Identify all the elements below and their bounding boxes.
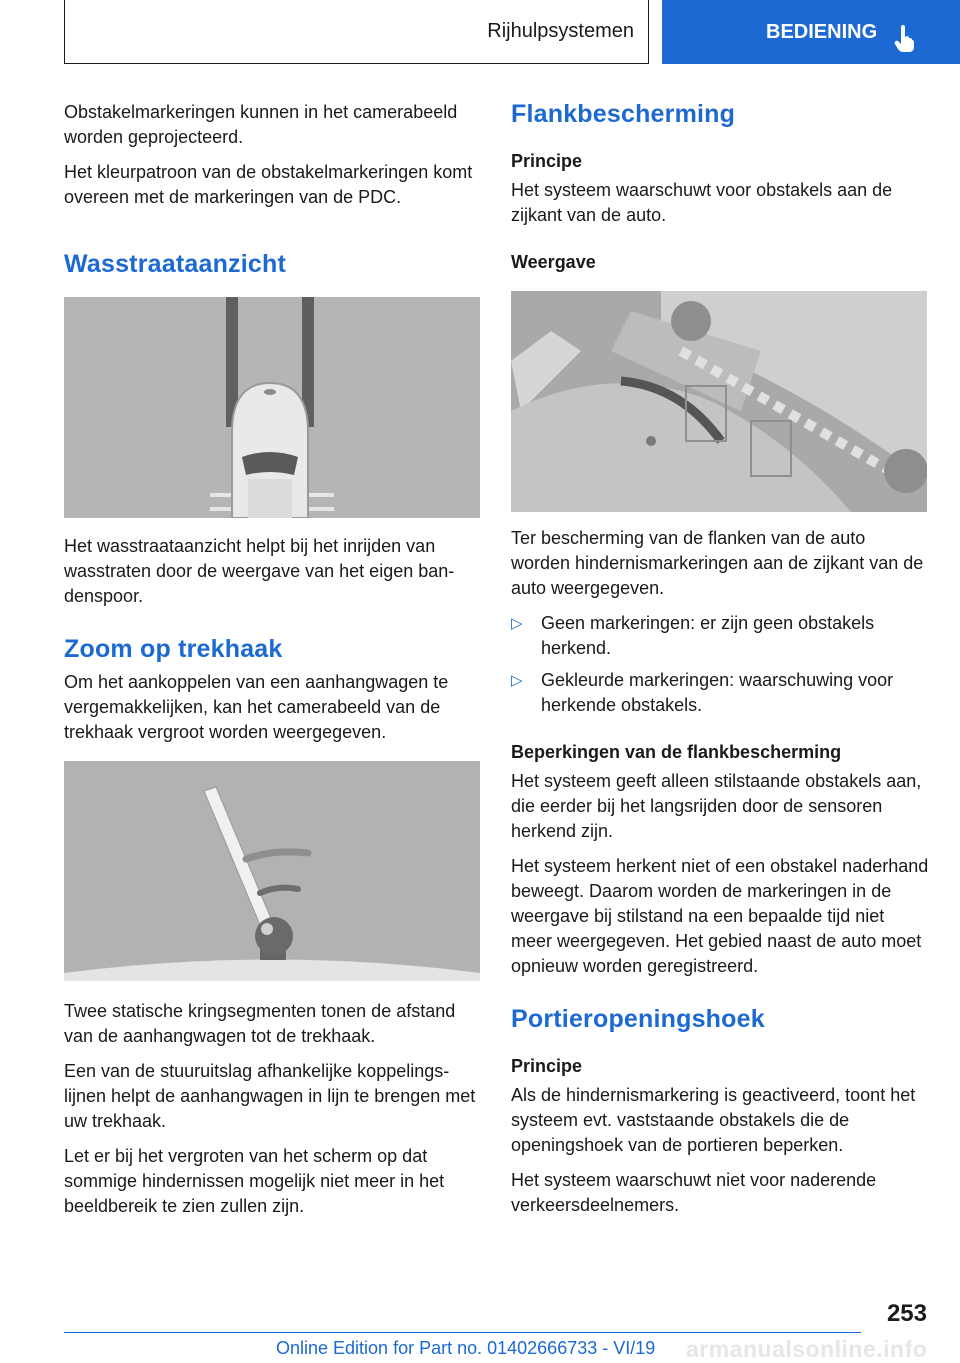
page-number: 253 — [886, 1300, 927, 1327]
heading-portieropeningshoek: Portieropeningshoek — [511, 1005, 765, 1033]
paragraph: Het kleurpatroon van de obstakelmarkeringen komt overeen met de markeringen van de PDC. — [64, 162, 473, 207]
bullet-triangle-icon: ▷ — [511, 615, 523, 632]
paragraph: Ter bescherming van de flanken van de auto worden hindernismarkeringen aan de zijkant van de auto weergegeven. — [511, 528, 924, 598]
section-title: Rijhulpsystemen — [487, 20, 634, 42]
trailer-hitch-zoom-image — [64, 761, 480, 981]
paragraph: Het systeem geeft alleen stilstaande obstakels aan, die eerder bij het langsrijden door de sensoren herkend zijn. — [511, 771, 922, 841]
paragraph: Let er bij het vergroten van het scherm op dat sommige hindernissen mogelijk niet meer in het beeldbereik te zien zullen zijn. — [64, 1146, 445, 1216]
paragraph: Om het aankoppelen van een aanhangwagen te vergemakkelijken, kan het camerabeeld van de trekhaak vergroot worden weergegeven. — [64, 672, 449, 742]
list-item-text: Gekleurde markeringen: waarschuwing voor herkende obstakels. — [541, 670, 894, 715]
edition-footer: Online Edition for Part no. 01402666733 - VI/19 — [276, 1338, 656, 1358]
pointing-hand-icon — [894, 25, 914, 53]
paragraph: Een van de stuuruitslag afhankelijke koppelingslijnen helpt de aanhangwagen in lijn te brengen met uw trekhaak. — [64, 1061, 476, 1131]
right-column — [511, 100, 929, 1228]
heading-flankbescherming: Flankbescherming — [511, 100, 736, 128]
footer-divider — [64, 1332, 861, 1333]
paragraph: Het systeem waarschuwt niet voor naderende verkeersdeelnemers. — [511, 1170, 877, 1215]
paragraph: Als de hindernismarkering is geactiveerd, toont het systeem evt. vaststaande obstakels die de openingshoek van de portieren beperken. — [511, 1085, 916, 1155]
bullet-list — [511, 611, 929, 718]
car-wash-view-image — [64, 297, 480, 518]
subheading-principe: Principe — [511, 1056, 583, 1076]
list-item — [511, 611, 929, 661]
paragraph: Het systeem waarschuwt voor obstakels aan de zijkant van de auto. — [511, 180, 893, 225]
paragraph: Twee statische kringsegmenten tonen de afstand van de aanhangwagen tot de trekhaak. — [64, 1001, 456, 1046]
flank-protection-view-image — [511, 291, 927, 512]
chapter-title: BEDIENING — [766, 20, 878, 43]
list-item — [511, 668, 929, 718]
watermark: armanualsonline.info — [686, 1336, 928, 1362]
paragraph: Het systeem herkent niet of een obstakel naderhand beweegt. Daarom worden de markeringen in de weergave bij stilstand na een bepaalde tijd niet meer weergegeven. Het gebied naast de auto moet opnieuw worden geregistreerd. — [511, 856, 929, 976]
paragraph: Obstakelmarkeringen kunnen in het camerabeeld worden geprojecteerd. — [64, 102, 458, 147]
bullet-triangle-icon: ▷ — [511, 672, 523, 689]
heading-wasstraataanzicht: Wasstraataanzicht — [64, 250, 286, 278]
running-header-section — [64, 0, 649, 64]
paragraph: Het wasstraataanzicht helpt bij het inrijden van wasstraten door de weergave van het eigen bandenspoor. — [64, 536, 455, 606]
subheading-weergave: Weergave — [511, 252, 596, 272]
left-column — [64, 100, 482, 1229]
chapter-tab[interactable] — [662, 0, 960, 64]
subheading-beperkingen: Beperkingen van de flankbescherming — [511, 742, 842, 762]
heading-zoom-op-trekhaak: Zoom op trekhaak — [64, 635, 283, 663]
subheading-principe: Principe — [511, 151, 583, 171]
list-item-text: Geen markeringen: er zijn geen obstakels herkend. — [541, 613, 875, 658]
